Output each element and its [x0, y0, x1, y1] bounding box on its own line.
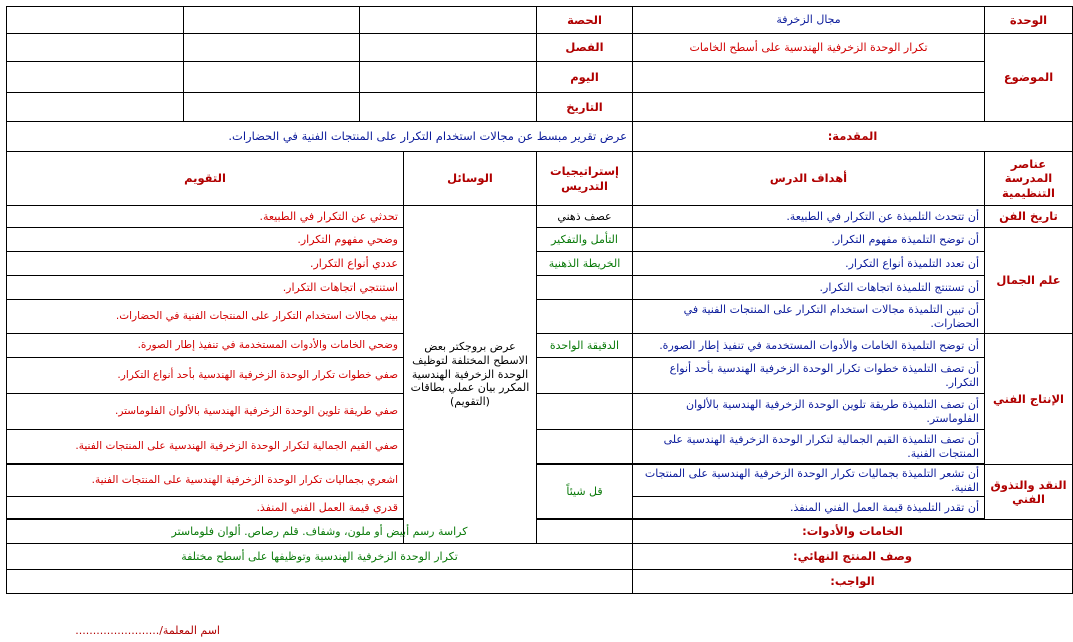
semester-cell-1[interactable]	[359, 34, 536, 61]
class-label: الحصة	[537, 7, 633, 34]
objective-5: أن تبين التلميذة مجالات استخدام التكرار على المنتجات الفنية في الحضارات.	[633, 300, 985, 334]
aids-cell: عرض بروجكتر بعض الاسطح المختلفة لتوظيف الوحدة الزخرفية الهندسية المكرر بيان عملي بطاقات (التقويم)	[404, 206, 537, 544]
strategy-brainstorm: عصف ذهني	[537, 206, 633, 228]
materials-label: الخامات والأدوات:	[633, 520, 1073, 544]
strategy-empty-3	[537, 358, 633, 394]
evaluation-3: عددي أنواع التكرار.	[7, 252, 404, 276]
objective-7: أن تصف التلميذة خطوات تكرار الوحدة الزخرفية الهندسية بأحد أنواع التكرار.	[633, 358, 985, 394]
evaluation-11: قدري قيمة العمل الفني المنفذ.	[7, 497, 404, 519]
date-cell-3[interactable]	[7, 93, 183, 121]
materials-value: كراسة رسم أبيض أو ملون، وشفاف. قلم رصاص. ألوان فلوماستر	[7, 520, 633, 544]
evaluation-10: اشعري بجماليات تكرار الوحدة الزخرفية الهندسية على المنتجات الفنية.	[7, 465, 404, 497]
objective-3: أن تعدد التلميذة أنواع التكرار.	[633, 252, 985, 276]
evaluation-4: استنتجي اتجاهات التكرار.	[7, 276, 404, 300]
topic-value: تكرار الوحدة الزخرفية الهندسية على أسطح الخامات	[633, 34, 985, 62]
evaluation-5: بيني مجالات استخدام التكرار على المنتجات الفنية في الحضارات.	[7, 300, 404, 334]
strategy-one-minute: الدقيقة الواحدة	[537, 334, 633, 358]
unit-label: الوحدة	[985, 7, 1073, 34]
evaluation-7: صفي خطوات تكرار الوحدة الزخرفية الهندسية بأحد أنواع التكرار.	[7, 358, 404, 394]
final-product-value: تكرار الوحدة الزخرفية الهندسية وتوظيفها على أسطح مختلفة	[7, 544, 633, 570]
topic-label: الموضوع	[985, 34, 1073, 122]
teacher-label: اسم المعلمة/	[159, 624, 220, 637]
unit-value: مجال الزخرفة	[633, 7, 985, 34]
col-elements: عناصر المدرسة التنظيمية	[985, 152, 1073, 206]
class-cell-1[interactable]	[359, 7, 536, 33]
section-criticism: النقد والتذوق الفني	[985, 465, 1073, 520]
intro-label: المقدمة:	[633, 122, 1073, 152]
strategy-empty-1	[537, 276, 633, 300]
section-production: الإنتاج الفني	[985, 334, 1073, 465]
date-cells	[7, 93, 536, 121]
teacher-dots[interactable]: ........................	[75, 624, 160, 637]
strategy-empty-5	[537, 430, 633, 464]
semester-cell-2[interactable]	[183, 34, 360, 61]
day-cells	[7, 62, 536, 92]
strategy-reflection: التأمل والتفكير	[537, 228, 633, 252]
objective-6: أن توضح التلميذة الخامات والأدوات المستخدمة في تنفيذ إطار الصورة.	[633, 334, 985, 358]
objective-1: أن تتحدث التلميذة عن التكرار في الطبيعة.	[633, 206, 985, 228]
strategy-empty-4	[537, 394, 633, 430]
objective-10: أن تشعر التلميذة بجماليات تكرار الوحدة الزخرفية الهندسية على المنتجات الفنية.	[633, 465, 985, 497]
day-label: اليوم	[537, 62, 633, 93]
section-aesthetics: علم الجمال	[985, 228, 1073, 334]
strategy-mind-map: الخريطة الذهنية	[537, 252, 633, 276]
col-aids: الوسائل	[404, 152, 537, 206]
topic-extra-1	[633, 62, 985, 93]
class-cell-3[interactable]	[7, 7, 183, 33]
col-strategies: إستراتيجيات التدريس	[537, 152, 633, 206]
teacher-name-line	[10, 624, 220, 637]
col-objectives: أهداف الدرس	[633, 152, 985, 206]
date-cell-2[interactable]	[183, 93, 360, 121]
objective-9: أن تصف التلميذة القيم الجمالية لتكرار الوحدة الزخرفية الهندسية على المنتجات الفنية.	[633, 430, 985, 464]
objective-8: أن تصف التلميذة طريقة تلوين الوحدة الزخرفية الهندسية بالألوان الفلوماستر.	[633, 394, 985, 430]
section-art-history: تاريخ الفن	[985, 206, 1073, 228]
class-cells	[7, 7, 536, 33]
evaluation-6: وضحي الخامات والأدوات المستخدمة في تنفيذ إطار الصورة.	[7, 334, 404, 358]
day-cell-3[interactable]	[7, 62, 183, 92]
date-cell-1[interactable]	[359, 93, 536, 121]
objective-4: أن تستنتج التلميذة اتجاهات التكرار.	[633, 276, 985, 300]
evaluation-1: تحدثي عن التكرار في الطبيعة.	[7, 206, 404, 228]
homework-label: الواجب:	[633, 570, 1073, 594]
intro-value: عرض تقرير مبسط عن مجالات استخدام التكرار على المنتجات الفنية في الحضارات.	[7, 122, 633, 152]
strategy-say-something: قل شيئاً	[537, 465, 633, 519]
day-cell-2[interactable]	[183, 62, 360, 92]
objective-11: أن تقدر التلميذة قيمة العمل الفني المنفذ.	[633, 497, 985, 519]
date-label: التاريخ	[537, 93, 633, 122]
class-cell-2[interactable]	[183, 7, 360, 33]
final-product-label: وصف المنتج النهائي:	[633, 544, 1073, 570]
objective-2: أن توضح التلميذة مفهوم التكرار.	[633, 228, 985, 252]
homework-value[interactable]	[7, 570, 633, 594]
day-cell-1[interactable]	[359, 62, 536, 92]
evaluation-9: صفي القيم الجمالية لتكرار الوحدة الزخرفية الهندسية على المنتجات الفنية.	[7, 430, 404, 464]
evaluation-2: وضحي مفهوم التكرار.	[7, 228, 404, 252]
col-evaluation: التقويم	[7, 152, 404, 206]
evaluation-8: صفي طريقة تلوين الوحدة الزخرفية الهندسية بالألوان الفلوماستر.	[7, 394, 404, 430]
semester-label: الفصل	[537, 34, 633, 62]
semester-cell-3[interactable]	[7, 34, 183, 61]
semester-cells	[7, 34, 536, 61]
strategy-empty-2	[537, 300, 633, 334]
lesson-plan-table	[6, 6, 1073, 594]
topic-extra-2	[633, 93, 985, 122]
